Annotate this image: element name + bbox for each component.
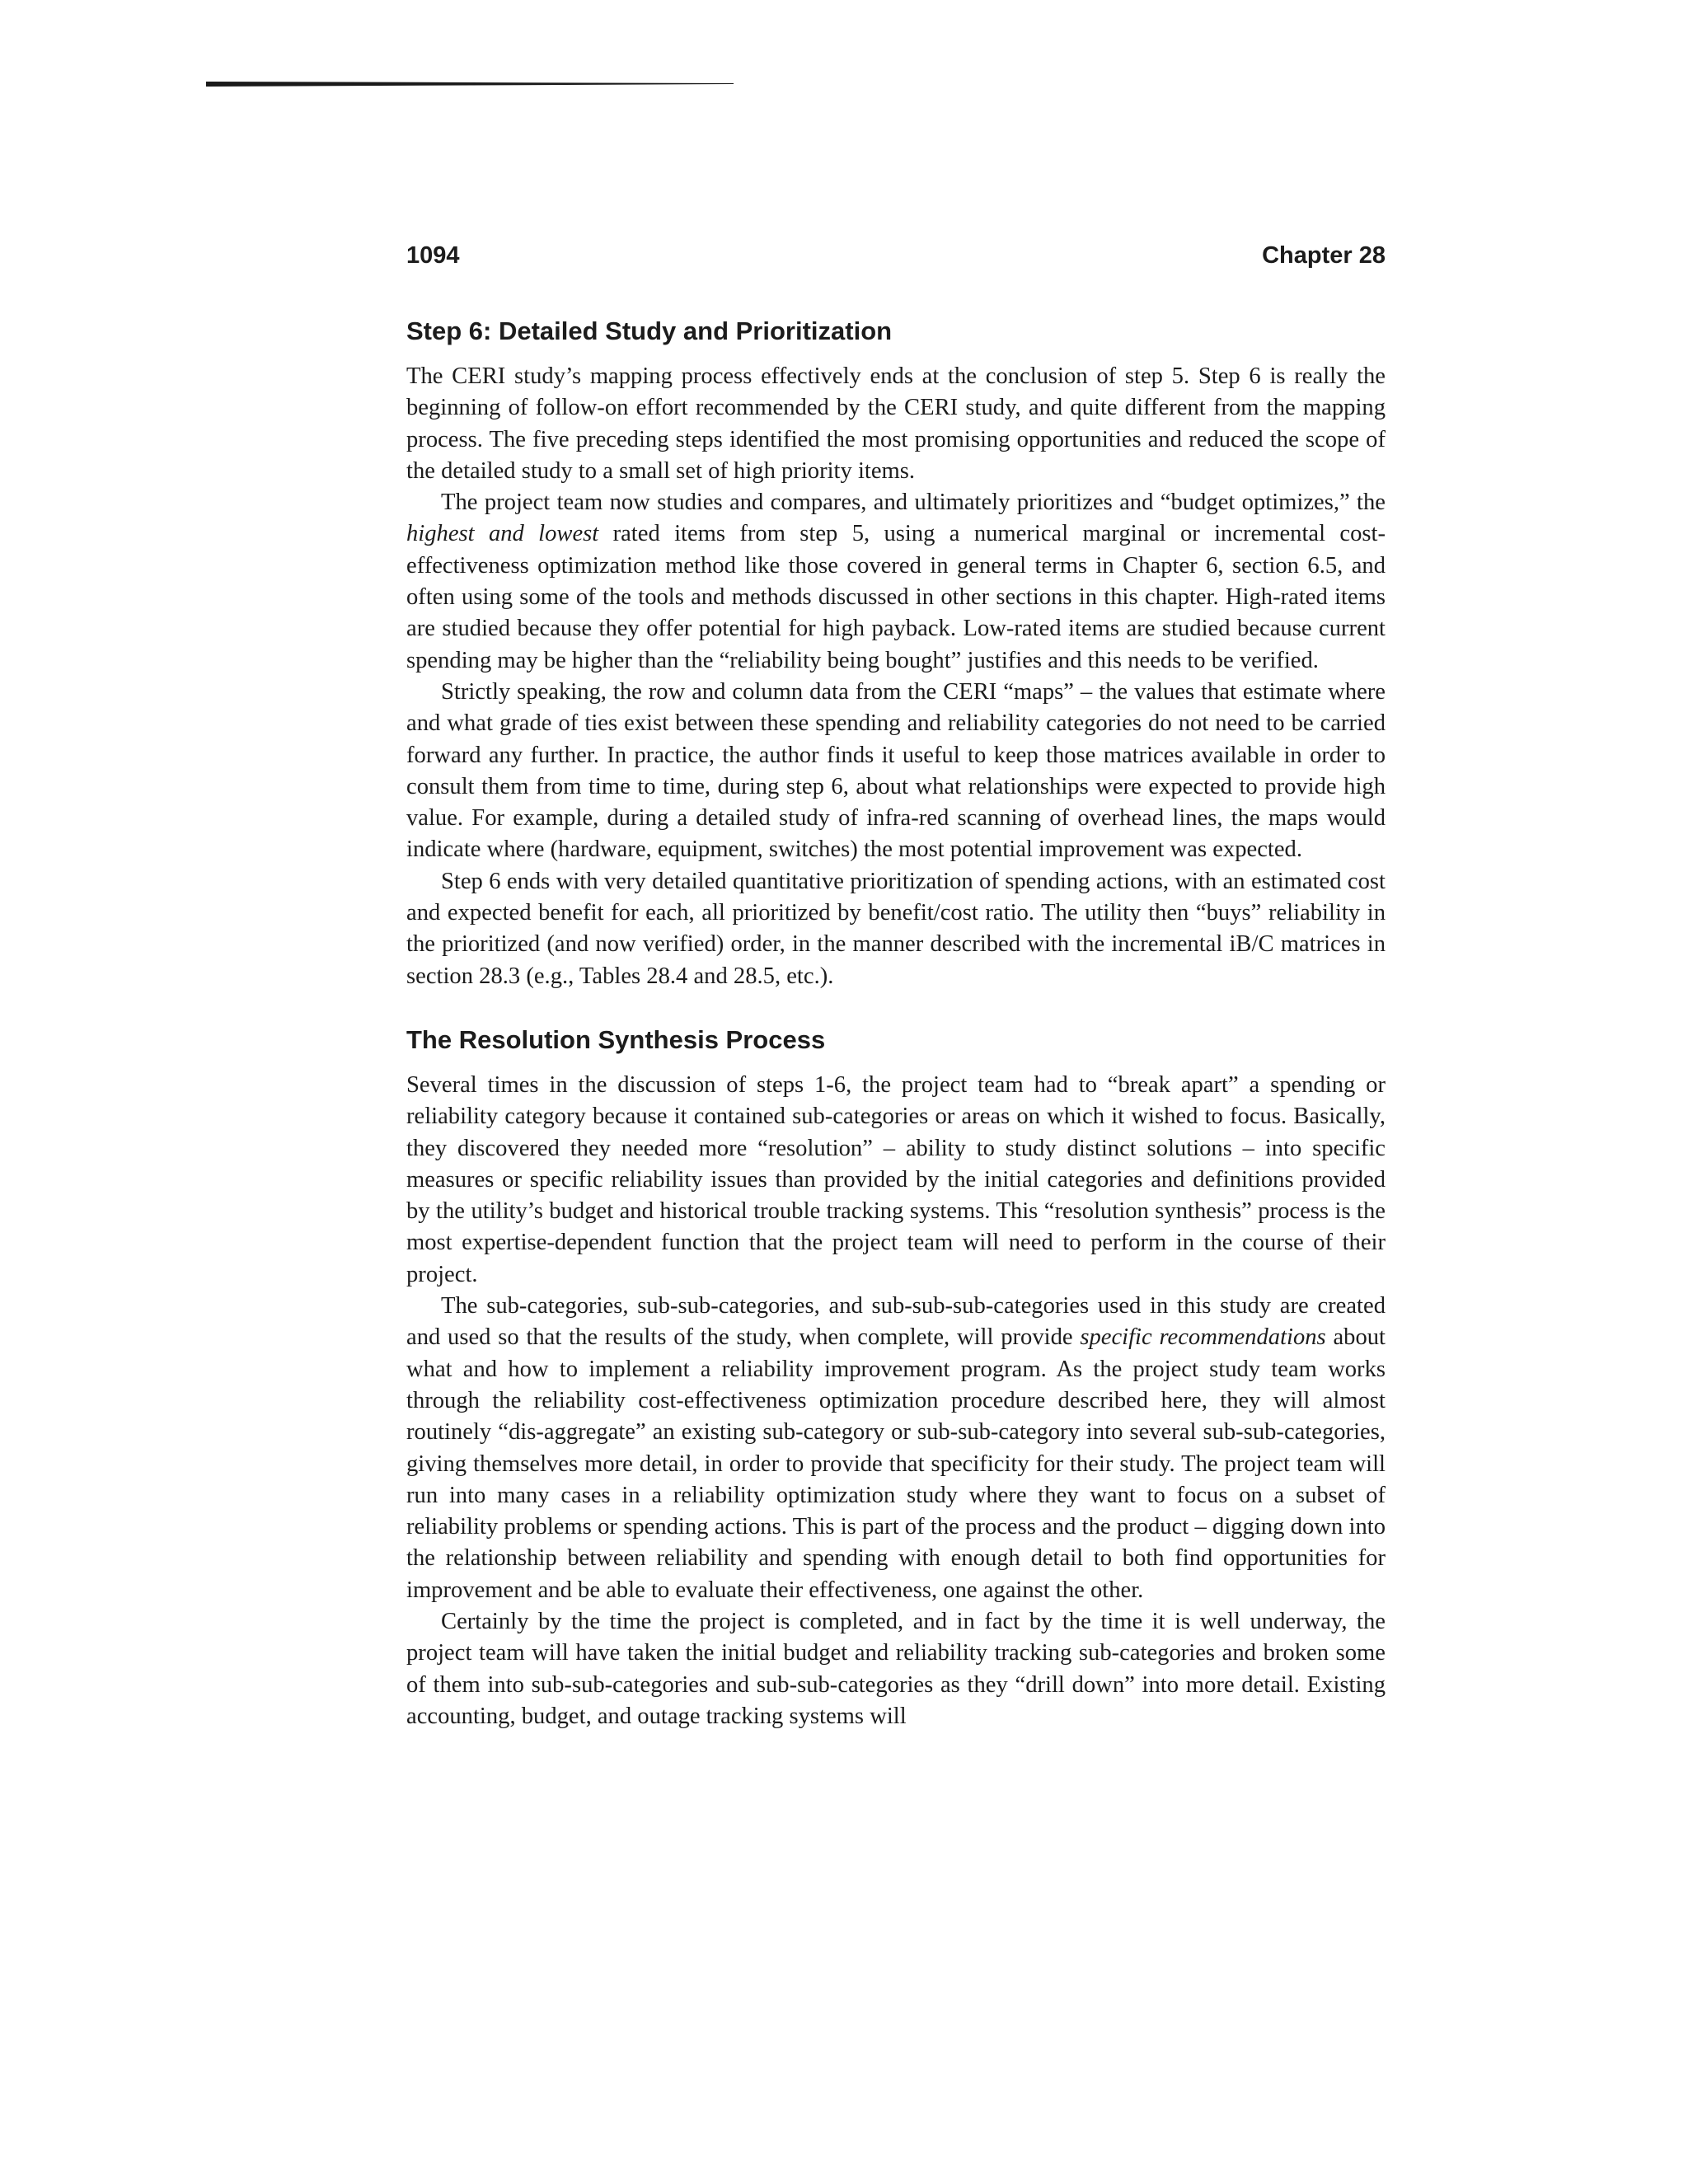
text-segment: Step 6 ends with very detailed quantitative prioritization of spending actions, with an estimated cost and expected benefit for each, all prioritized by benefit/cost ratio. The utility then “buys” reliability in the prioritized (and now verified) order, in the manner described with the incremental iB/C matrices in section 28.3 (e.g., Tables 28.4 and 28.5, etc.).: [406, 868, 1386, 989]
page-body: [406, 239, 1386, 1732]
text-segment: Certainly by the time the project is completed, and in fact by the time it is well underway, the project team will have taken the initial budget and reliability tracking sub-categories and broken some of them into sub-sub-categories and sub-sub-categories as they “drill down” into more detail. Existing accounting, budget, and outage tracking systems will: [406, 1608, 1386, 1729]
text-segment: The project team now studies and compares, and ultimately prioritizes and “budget optimizes,” the: [441, 490, 1386, 516]
section-heading: Step 6: Detailed Study and Prioritization: [406, 316, 893, 345]
text-segment: about what and how to implement a reliability improvement program. As the project study team works through the reliability cost-effectiveness optimization procedure described here, they will almost routinely “dis-aggregate” an existing sub-category or sub-sub-category into several sub-sub-categories, giving themselves more detail, in order to provide that specificity for their study. The project team will run into many cases in a reliability optimization study where they want to focus on a subset of reliability problems or spending actions. This is part of the process and the product – digging down into the relationship between reliability and spending with enough detail to both find opportunities for improvement and be able to evaluate their effectiveness, one against the other.: [406, 1324, 1386, 1603]
emphasis-text: specific recommendations: [1080, 1324, 1326, 1351]
text-segment: The sub-categories, sub-sub-categories, and sub-sub-sub-categories used in this study are created and used so that the results of the study, when complete, will provide: [406, 1293, 1386, 1351]
text-segment: Several times in the discussion of steps 1-6, the project team had to “break apart” a spending or reliability category because it contained sub-categories or areas on which it wished to focus. Basically, they discovered they needed more “resolution” – ability to study distinct solutions – into specific measures or specific reliability issues than provided by the initial categories and definitions provided by the utility’s budget and historical trouble tracking systems. This “resolution synthesis” process is the most expertise-dependent function that the project team will need to perform in the course of their project.: [406, 1071, 1386, 1287]
paragraph: [406, 1606, 1386, 1732]
paragraph: [406, 1291, 1386, 1606]
paragraph: [406, 677, 1386, 866]
emphasis-text: highest and lowest: [406, 521, 599, 547]
section-heading: The Resolution Synthesis Process: [406, 1024, 826, 1054]
text-segment: The CERI study’s mapping process effectively ends at the conclusion of step 5. Step 6 is really the beginning of follow-on effort recommended by the CERI study, and quite different from the mapping process. The five preceding steps identified the most promising opportunities and reduced the scope of the detailed study to a small set of high priority items.: [406, 363, 1386, 484]
text-segment: rated items from step 5, using a numerical marginal or incremental cost-effectiveness optimization method like those covered in general terms in Chapter 6, section 6.5, and often using some of the tools and methods discussed in other sections in this chapter. High-rated items are studied because they offer potential for high payback. Low-rated items are studied because current spending may be higher than the “reliability being bought” justifies and this needs to be verified.: [406, 521, 1386, 673]
running-head: [406, 239, 1386, 272]
paragraph: [406, 361, 1386, 487]
paragraph: [406, 1070, 1386, 1291]
top-decorative-rule: [206, 79, 734, 89]
page-number: 1094: [406, 242, 460, 269]
paragraph: [406, 866, 1386, 992]
text-segment: Strictly speaking, the row and column data from the CERI “maps” – the values that estimate where and what grade of ties exist between these spending and reliability categories do not need to be carried forward any further. In practice, the author finds it useful to keep those matrices available in order to consult them from time to time, during step 6, about what relationships were expected to provide high value. For example, during a detailed study of infra-red scanning of overhead lines, the maps would indicate where (hardware, equipment, switches) the most potential improvement was expected.: [406, 678, 1386, 863]
paragraph: [406, 487, 1386, 677]
chapter-label: Chapter 28: [1262, 242, 1386, 269]
